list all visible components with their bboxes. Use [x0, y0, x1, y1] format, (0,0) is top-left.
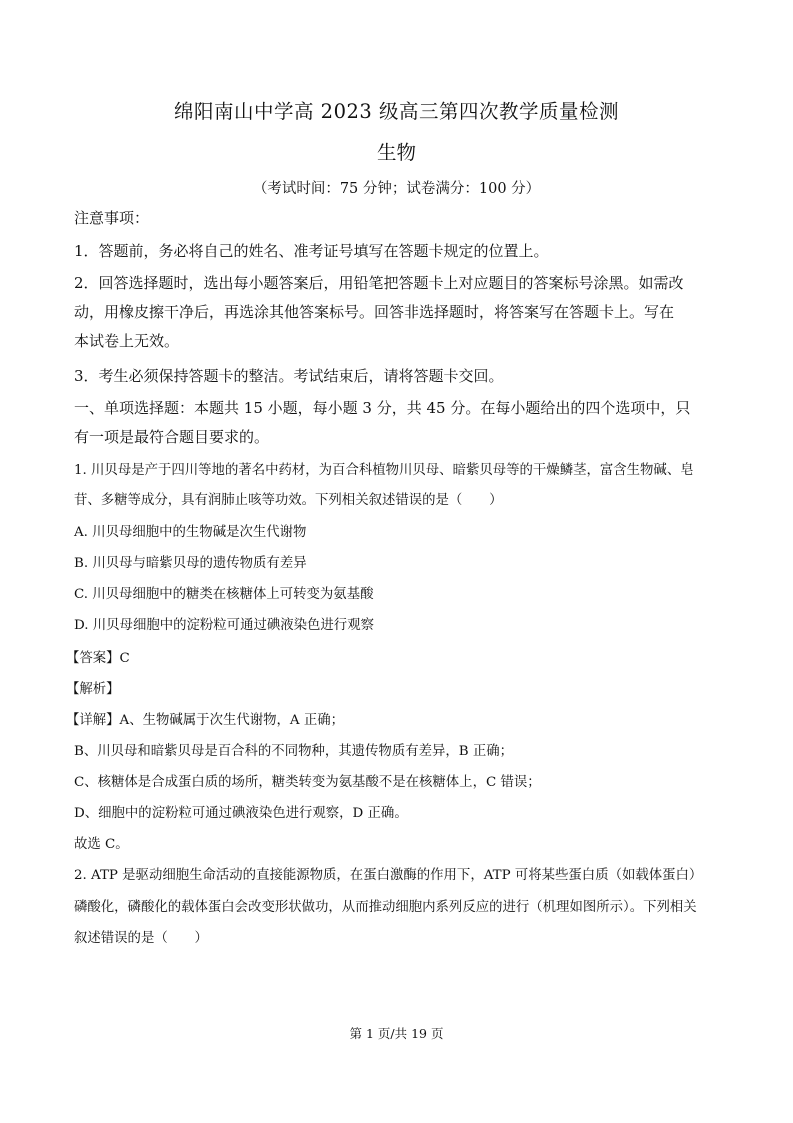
- q1-analysis-label: 【解析】: [66, 682, 120, 697]
- q1-option-a: A. 川贝母细胞中的生物碱是次生代谢物: [74, 525, 307, 540]
- q2-stem-line-1: 2. ATP 是驱动细胞生命活动的直接能源物质，在蛋白激酶的作用下，ATP 可将某些蛋白质（如载体蛋白）: [74, 868, 703, 883]
- q1-conclusion: 故选 C。: [74, 837, 129, 852]
- q1-detail-line-1: 【详解】A、生物碱属于次生代谢物，A 正确；: [66, 713, 345, 728]
- q1-option-d: D. 川贝母细胞中的淀粉粒可通过碘液染色进行观察: [74, 618, 374, 633]
- q1-detail-line-2: B、川贝母和暗紫贝母是百合科的不同物种，其遗传物质有差异，B 正确；: [74, 744, 514, 759]
- q1-stem-line-2: 苷、多糖等成分，具有润肺止咳等功效。下列相关叙述错误的是（ ）: [74, 493, 503, 508]
- q1-detail-line-3: C、核糖体是合成蛋白质的场所，糖类转变为氨基酸不是在核糖体上，C 错误；: [74, 775, 541, 790]
- q1-option-b: B. 川贝母与暗紫贝母的遗传物质有差异: [74, 556, 307, 571]
- q2-stem-line-3: 叙述错误的是（ ）: [74, 931, 208, 946]
- q1-stem-line-1: 1. 川贝母是产于四川等地的著名中药材，为百合科植物川贝母、暗紫贝母等的干燥鳞茎，富含生物碱、皂: [74, 463, 694, 478]
- exam-info: （考试时间：75 分钟；试卷满分：100 分）: [252, 181, 541, 197]
- notice-item-2-line-3: 本试卷上无效。: [74, 332, 180, 350]
- section-heading-line-1: 一、单项选择题：本题共 15 小题，每小题 3 分，共 45 分。在每小题给出的四个选项中，只: [74, 399, 691, 417]
- q1-detail-line-4: D、细胞中的淀粉粒可通过碘液染色进行观察，D 正确。: [74, 806, 408, 821]
- notice-item-1: 1．答题前，务必将自己的姓名、准考证号填写在答题卡规定的位置上。: [74, 242, 549, 260]
- exam-title: 绵阳南山中学高 2023 级高三第四次教学质量检测: [173, 100, 620, 123]
- page-footer: 第 1 页/共 19 页: [349, 1026, 444, 1041]
- q1-option-c: C. 川贝母细胞中的糖类在核糖体上可转变为氨基酸: [74, 587, 374, 602]
- notice-item-2-line-2: 动，用橡皮擦干净后，再选涂其他答案标号。回答非选择题时，将答案写在答题卡上。写在: [74, 303, 675, 321]
- notice-item-2-line-1: 2．回答选择题时，选出每小题答案后，用铅笔把答题卡上对应题目的答案标号涂黑。如需改: [74, 274, 684, 292]
- subject-heading: 生物: [376, 141, 416, 164]
- notice-heading: 注意事项：: [74, 209, 150, 227]
- notice-item-3: 3．考生必须保持答题卡的整洁。考试结束后，请将答题卡交回。: [74, 367, 504, 385]
- q2-stem-line-2: 磷酸化，磷酸化的载体蛋白会改变形状做功，从而推动细胞内系列反应的进行（机理如图所示）。下列相关: [74, 900, 697, 915]
- q1-answer: 【答案】C: [66, 651, 130, 666]
- section-heading-line-2: 有一项是最符合题目要求的。: [74, 428, 270, 446]
